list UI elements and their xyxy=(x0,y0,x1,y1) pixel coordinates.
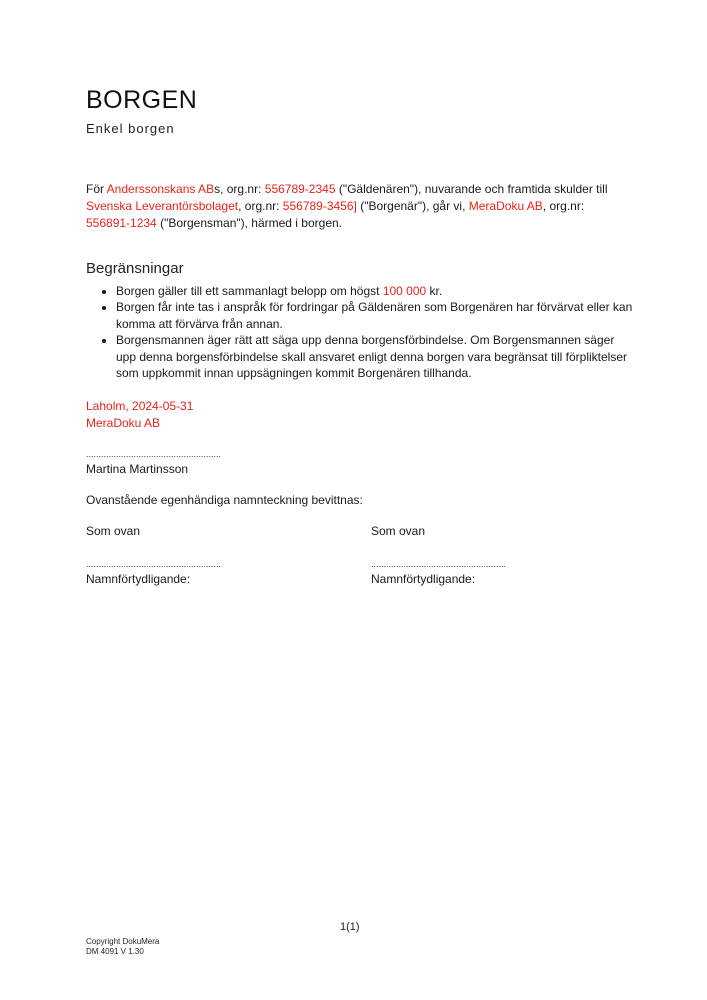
intro-text: För xyxy=(86,182,107,196)
intro-paragraph xyxy=(86,181,626,232)
intro-text: ("Borgenär"), går vi, xyxy=(356,199,469,213)
limitations-list xyxy=(100,283,636,381)
place-date: Laholm, 2024-05-31 xyxy=(86,399,194,413)
list-item: • Borgensmannen äger rätt att säga upp denna borgensförbindelse. Om Borgensmannen säger upp denna borgensförbindelse skall ansvaret enligt denna borgen vara begränsat till förpliktelser som uppkommit innan uppsägningen kommit Borgenären tillhanda. xyxy=(116,332,636,381)
list-item: • Borgen får inte tas i anspråk för fordringar på Gäldenären som Borgenären har förvärvat eller kan komma att förvärva från annan. xyxy=(116,299,636,332)
document-title: BORGEN xyxy=(86,86,198,114)
intro-text: , org.nr: xyxy=(238,199,283,213)
witness-right-clarification: Namnförtydligande: xyxy=(371,572,476,586)
guarantor-name: MeraDoku AB xyxy=(468,199,543,213)
amount-value: 100 000 xyxy=(382,284,427,298)
signature-line: ...................................................... xyxy=(86,449,222,459)
witness-statement: Ovanstående egenhändiga namnteckning bevittnas: xyxy=(86,493,363,507)
page-number: 1(1) xyxy=(340,921,360,933)
creditor-name: Svenska Leverantörsbolaget xyxy=(86,199,239,213)
creditor-orgnr: 556789-3456] xyxy=(282,199,357,213)
intro-text: ("Borgensman"), härmed i borgen. xyxy=(156,216,343,230)
intro-text: ("Gäldenären"), nuvarande och framtida skulder till xyxy=(335,182,608,196)
witness-right-label: Som ovan xyxy=(371,524,426,538)
bullet-text: kr. xyxy=(426,284,443,298)
debtor-name: Anderssonskans AB xyxy=(106,182,215,196)
signature-block xyxy=(86,398,193,431)
guarantor-orgnr: 556891-1234 xyxy=(86,216,157,230)
witness-left-clarification: Namnförtydligande: xyxy=(86,572,191,586)
witness-left-signature-line: ...................................................... xyxy=(86,559,222,569)
witness-left-label: Som ovan xyxy=(86,524,141,538)
witness-right-signature-line: ...................................................... xyxy=(371,559,507,569)
bullet-text: Borgen gäller till ett sammanlagt belopp om högst xyxy=(116,284,383,298)
intro-text: s, org.nr: xyxy=(214,182,265,196)
document-subtitle: Enkel borgen xyxy=(86,121,175,136)
signer-name: Martina Martinsson xyxy=(86,462,189,476)
version-text: DM 4091 V 1.30 xyxy=(86,947,144,956)
list-item xyxy=(116,283,636,299)
copyright-text: Copyright DokuMera xyxy=(86,937,160,946)
signing-company: MeraDoku AB xyxy=(86,415,161,430)
intro-text: , org.nr: xyxy=(542,199,585,213)
debtor-orgnr: 556789-2345 xyxy=(264,182,336,196)
footer-copyright xyxy=(86,937,159,957)
limitations-heading: Begränsningar xyxy=(86,260,184,277)
